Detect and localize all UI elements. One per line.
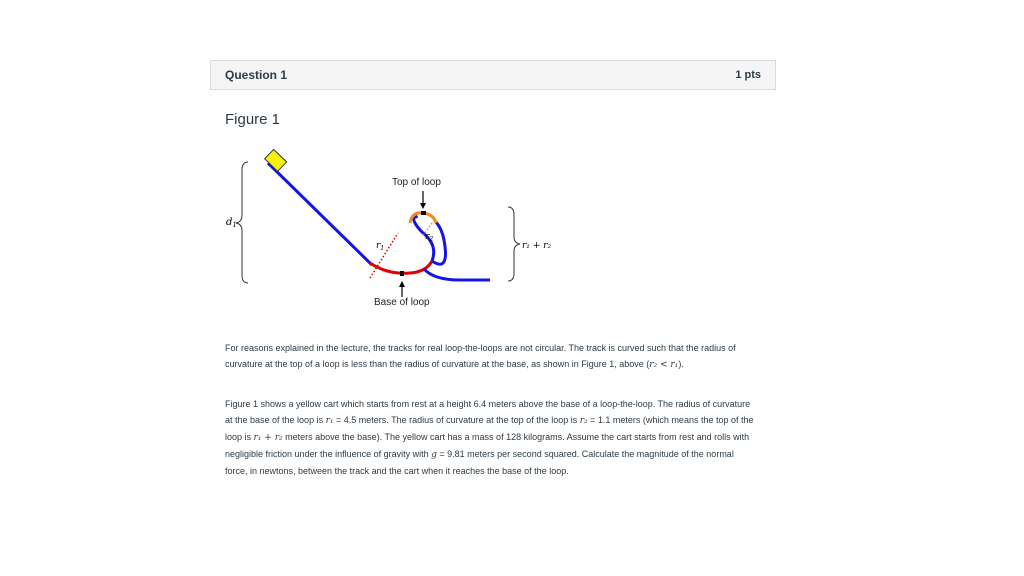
d1-brace (236, 162, 248, 283)
question-header (210, 60, 776, 90)
base-of-loop-label: Base of loop (374, 297, 430, 308)
p2-b: = 4.5 meters. The radius of curvature at the top of the loop is (333, 415, 580, 425)
d1-label: $d_1$ (226, 217, 237, 229)
loop-figure (220, 145, 580, 315)
p2-m2: r₂ (579, 416, 588, 426)
p2-e: = 9.81 meters per second squared. Calculate the magnitude of the normal force, in newtons, between the track and the cart when it reaches the base of the loop. (225, 449, 734, 476)
incline-track (268, 163, 372, 265)
base-mark (400, 271, 404, 276)
question-points: 1 pts (735, 69, 761, 81)
p2-m3: r₁ + r₂ (253, 433, 283, 443)
r2-label: $r_2$ (425, 232, 434, 243)
sum-label: r₁ + r₂ (522, 241, 552, 251)
r1-label: $r_1$ (376, 241, 385, 252)
p1-text: For reasons explained in the lecture, the tracks for real loop-the-loops are not circular. The track is curved such that the radius of curvature at the top of a loop is less than the radius of curvature at the base, as shown in Figure 1, above ( (225, 343, 736, 369)
p2-c: = 1.1 meters (which means the top of the loop is (225, 415, 754, 442)
p1-end: ). (678, 359, 684, 369)
p2-d: meters above the base). The yellow cart has a mass of 128 kilograms. Assume the cart starts from rest and rolls with negligible friction under the influence of gravity with (225, 432, 750, 459)
top-arrowhead (420, 203, 426, 209)
exit-track (424, 269, 490, 280)
p2-m4: g (431, 450, 437, 460)
p1-math: r₂ < r₁ (649, 360, 679, 370)
yellow-cart (265, 149, 287, 171)
question-title: Question 1 (225, 68, 288, 82)
p2-a: Figure 1 shows a yellow cart which starts from rest at a height 6.4 meters above the base of a loop-the-loop. The radius of curvature at the base of the loop is (225, 399, 751, 425)
p2-m1: r₁ (325, 416, 334, 426)
top-of-loop-label: Top of loop (392, 177, 441, 188)
base-arrowhead (399, 281, 405, 287)
paragraph-1 (225, 340, 757, 373)
sum-brace (508, 207, 520, 281)
question-card (210, 60, 776, 90)
figure-title: Figure 1 (225, 111, 281, 128)
top-mark (421, 211, 426, 215)
paragraph-2 (225, 396, 757, 479)
